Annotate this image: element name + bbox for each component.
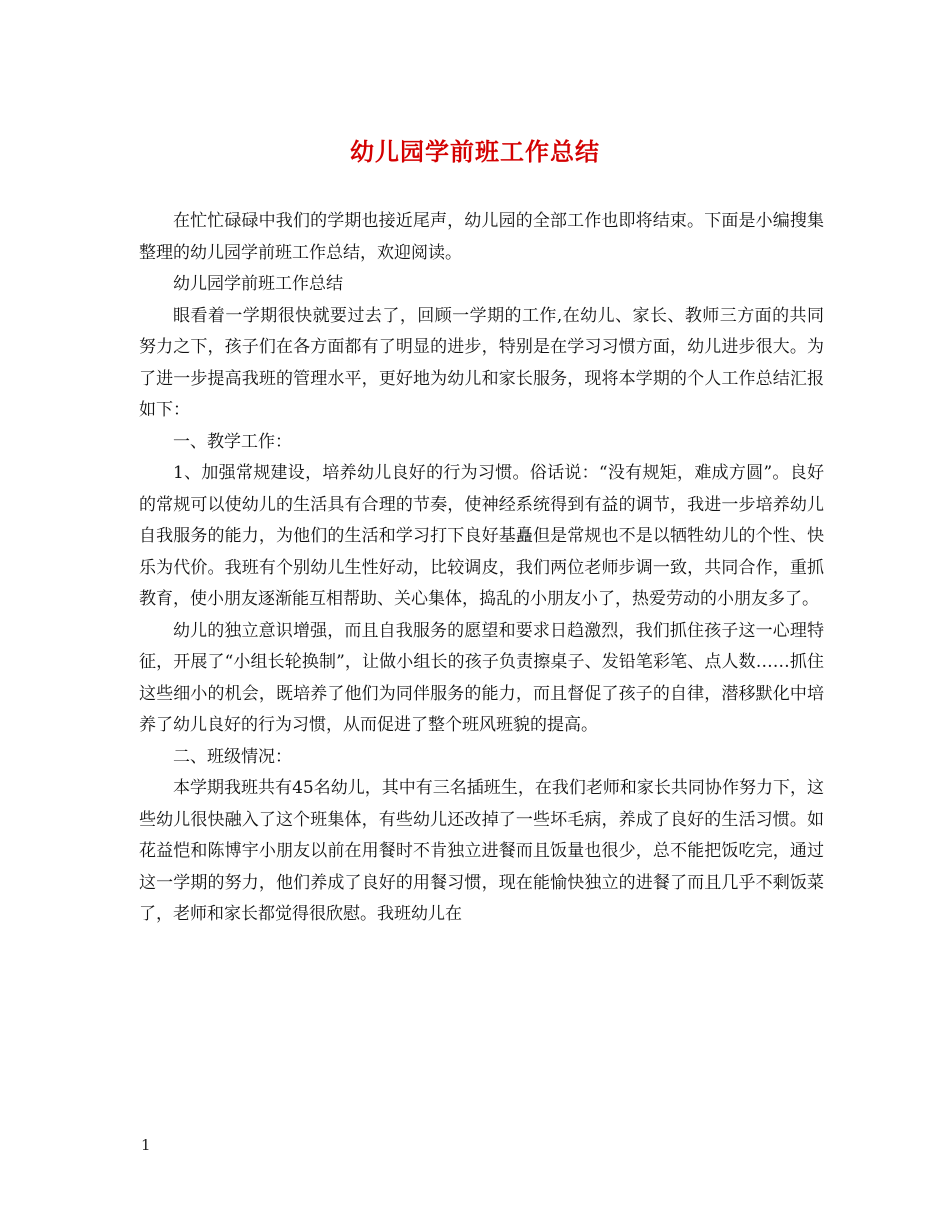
section-heading-class: 二、班级情况： <box>173 746 292 767</box>
document-body <box>139 206 824 931</box>
section-heading-teaching: 一、教学工作： <box>173 431 292 452</box>
independence-paragraph: 幼儿的独立意识增强，而且自我服务的愿望和要求日趋激烈，我们抓住孩子这一心理特征，开展了“小组长轮换制”，让做小组长的孩子负责擦桌子、发铅笔彩笔、点人数……抓住这些细小的机会，既培养了他们为同伴服务的能力，而且督促了孩子的自律，潜移默化中培养了幼儿良好的行为习惯，从而促进了整个班风班貌的提高。 <box>139 620 824 735</box>
intro-paragraph: 在忙忙碌碌中我们的学期也接近尾声，幼儿园的全部工作也即将结束。下面是小编搜集整理的幼儿园学前班工作总结，欢迎阅读。 <box>139 211 824 263</box>
overview-paragraph: 眼看着一学期很快就要过去了，回顾一学期的工作,在幼儿、家长、教师三方面的共同努力之下，孩子们在各方面都有了明显的进步，特别是在学习习惯方面，幼儿进步很大。为了进一步提高我班的管理水平，更好地为幼儿和家长服务，现将本学期的个人工作总结汇报如下： <box>139 305 824 420</box>
teaching-point-paragraph: 1、加强常规建设，培养幼儿良好的行为习惯。俗话说：“没有规矩，难成方圆”。良好的常规可以使幼儿的生活具有合理的节奏，使神经系统得到有益的调节，我进一步培养幼儿自我服务的能力，为他们的生活和学习打下良好基矗但是常规也不是以牺牲幼儿的个性、快乐为代价。我班有个别幼儿生性好动，比较调皮，我们两位老师步调一致，共同合作，重抓教育，使小朋友逐渐能互相帮助、关心集体，捣乱的小朋友小了，热爱劳动的小朋友多了。 <box>139 463 824 609</box>
subtitle-paragraph: 幼儿园学前班工作总结 <box>173 274 343 294</box>
class-situation-paragraph: 本学期我班共有45名幼儿，其中有三名插班生，在我们老师和家长共同协作努力下，这些幼儿很快融入了这个班集体，有些幼儿还改掉了一些坏毛病，养成了良好的生活习惯。如花益恺和陈博宇小朋友以前在用餐时不肯独立进餐而且饭量也很少，总不能把饭吃完，通过这一学期的努力，他们养成了良好的用餐习惯，现在能愉快独立的进餐了而且几乎不剩饭菜了，老师和家长都觉得很欣慰。我班幼儿在 <box>139 778 824 924</box>
page-number: 1 <box>141 1136 151 1154</box>
document-title: 幼儿园学前班工作总结 <box>350 137 600 166</box>
